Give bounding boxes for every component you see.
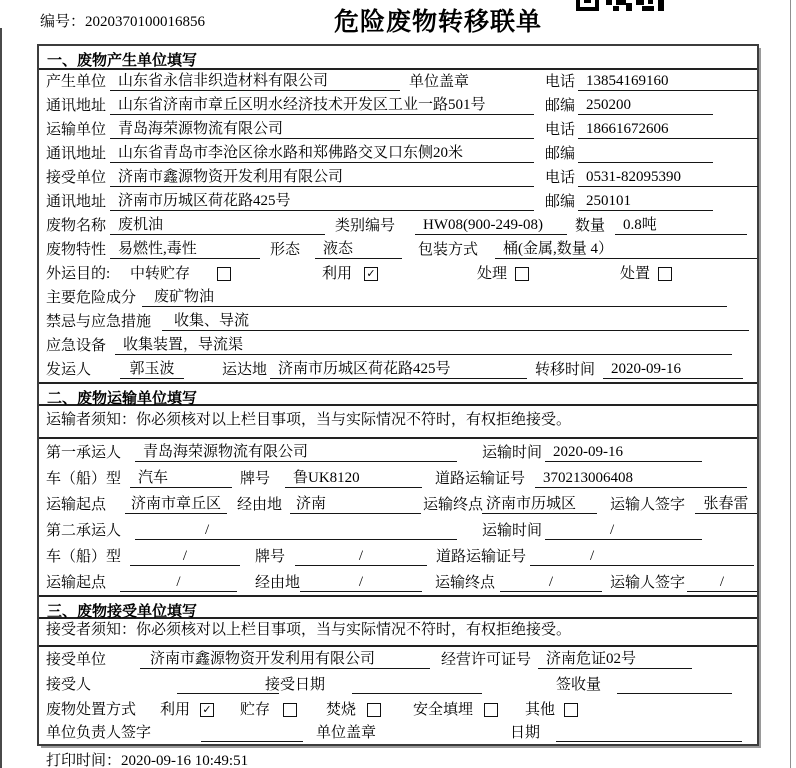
checkbox-storage-unchecked <box>217 267 231 281</box>
plate2-value: / <box>295 548 427 566</box>
produce-zip-value: 250200 <box>578 97 713 115</box>
sender-value: 郭玉波 <box>120 361 184 379</box>
receive-date-label: 接受日期 <box>265 677 326 693</box>
receiver-notice-text: 接受者须知：你必须核对以上栏目事项，当与实际情况不符时，有权拒绝接受。 <box>46 622 572 638</box>
carrier2-label: 第二承运人 <box>46 523 122 539</box>
equipment-value: 收集装置，导流渠 <box>115 337 732 355</box>
taboo-value: 收集、导流 <box>162 313 749 331</box>
disposal-option-store-label: 贮存 <box>240 702 271 718</box>
doc-number <box>40 10 205 31</box>
transporter-sign2-value: / <box>687 574 757 592</box>
disposal-option-reuse-label: 利用 <box>160 702 191 718</box>
phone-label: 电话 <box>545 74 576 90</box>
row-receive-address <box>39 190 757 214</box>
origin2-value: / <box>120 574 237 592</box>
manifest-table <box>37 44 759 746</box>
purpose-label: 外运目的: <box>46 266 111 282</box>
checkbox-dispose-unchecked <box>658 267 672 281</box>
checkbox-reuse-checked: ✓ <box>364 267 378 281</box>
sender-label: 发运人 <box>46 362 92 378</box>
receive-date-value <box>352 677 482 694</box>
plate-label: 牌号 <box>240 471 271 487</box>
produce-address-value: 山东省济南市章丘区明水经济技术开发区工业一路501号 <box>110 97 534 115</box>
character-value: 易燃性,毒性 <box>110 241 260 259</box>
row-sender <box>39 358 757 382</box>
packing-label: 包装方式 <box>418 242 479 258</box>
receive-unit-label: 接受单位 <box>46 170 107 186</box>
transporter-sign-label: 运输人签字 <box>610 497 686 513</box>
disposal-label: 废物处置方式 <box>46 702 137 718</box>
checkbox-disposal-store-unchecked <box>283 703 297 717</box>
page-title: 危险废物转移联单 <box>334 8 543 36</box>
destination-label: 运达地 <box>222 362 268 378</box>
receive-qty-label: 签收量 <box>556 677 602 693</box>
produce-unit-value: 山东省永信非织造材料有限公司 <box>110 73 400 91</box>
vehicle-label: 车（船）型 <box>46 471 122 487</box>
transport-time-label: 运输时间 <box>482 445 543 461</box>
equipment-label: 应急设备 <box>46 338 107 354</box>
transport-unit-value: 青岛海荣源物流有限公司 <box>110 121 534 139</box>
carrier2-value: / <box>135 522 457 540</box>
origin-label: 运输起点 <box>46 497 107 513</box>
row-head-signature <box>39 722 757 745</box>
row-carrier1 <box>39 439 757 465</box>
main-hazard-label: 主要危险成分 <box>46 290 137 306</box>
receive-qty-value <box>617 677 732 694</box>
address-label: 通讯地址 <box>46 146 107 162</box>
zip-label: 邮编 <box>545 194 576 210</box>
print-time <box>46 749 248 768</box>
transporter-notice-text: 运输者须知：你必须核对以上栏目事项，当与实际情况不符时，有权拒绝接受。 <box>46 412 572 428</box>
purpose-option-treat-label: 处理 <box>477 266 508 282</box>
transport-unit-label: 运输单位 <box>46 122 107 138</box>
row-waste-name <box>39 214 757 238</box>
row-transfer-purpose <box>39 262 757 286</box>
row-route2 <box>39 569 757 595</box>
via-label: 经由地 <box>237 497 283 513</box>
doc-number-value: 2020370100016856 <box>85 14 206 30</box>
row-receive-unit-s3 <box>39 647 757 672</box>
row-emergency-equipment <box>39 334 757 358</box>
disposal-option-burn-label: 焚烧 <box>326 702 357 718</box>
transport-time2-value: / <box>545 522 702 540</box>
end-label: 运输终点 <box>423 497 484 513</box>
receiver-notice <box>39 619 757 647</box>
receiver-label: 接受人 <box>46 677 92 693</box>
checkbox-disposal-burn-unchecked <box>367 703 381 717</box>
receive-zip-value: 250101 <box>578 193 713 211</box>
qty-value: 0.8吨 <box>615 217 747 235</box>
row-waste-character <box>39 238 757 262</box>
row-route1 <box>39 491 757 517</box>
row-carrier2 <box>39 517 757 543</box>
carrier1-label: 第一承运人 <box>46 445 122 461</box>
carrier1-value: 青岛海荣源物流有限公司 <box>135 444 457 462</box>
via-label: 经由地 <box>255 575 301 591</box>
page-edge-line-right <box>790 0 791 768</box>
row-receiver <box>39 672 757 697</box>
form-label: 形态 <box>270 242 301 258</box>
receive-unit-value: 济南市鑫源物资开发利用有限公司 <box>140 651 430 669</box>
row-vehicle2 <box>39 543 757 569</box>
zip-label: 邮编 <box>545 98 576 114</box>
plate1-value: 鲁UK8120 <box>285 470 422 488</box>
date-value <box>556 725 742 742</box>
row-transport-address <box>39 142 757 166</box>
permit-label: 经营许可证号 <box>441 652 532 668</box>
road-permit-label: 道路运输证号 <box>436 549 527 565</box>
transfer-time-label: 转移时间 <box>535 362 596 378</box>
unit-seal-label: 单位盖章 <box>316 725 377 741</box>
end2-value: / <box>500 574 602 592</box>
produce-unit-label: 产生单位 <box>46 74 107 90</box>
origin-label: 运输起点 <box>46 575 107 591</box>
main-hazard-value: 废矿物油 <box>142 289 727 307</box>
row-vehicle1 <box>39 465 757 491</box>
head-sign-value <box>201 725 303 742</box>
zip-label: 邮编 <box>545 146 576 162</box>
phone-label: 电话 <box>545 122 576 138</box>
road-permit-label: 道路运输证号 <box>435 471 526 487</box>
checkbox-disposal-other-unchecked <box>564 703 578 717</box>
vehicle2-value: / <box>130 548 240 566</box>
section3-header: 三、废物接受单位填写 <box>39 595 757 619</box>
category-value: HW08(900-249-08) <box>415 217 567 235</box>
checkbox-treat-unchecked <box>515 267 529 281</box>
destination-value: 济南市历城区荷花路425号 <box>270 361 527 379</box>
receive-unit-label: 接受单位 <box>46 652 107 668</box>
row-produce-unit <box>39 70 757 94</box>
vehicle-label: 车（船）型 <box>46 549 122 565</box>
qty-label: 数量 <box>575 218 606 234</box>
purpose-option-reuse-label: 利用 <box>322 266 353 282</box>
character-label: 废物特性 <box>46 242 107 258</box>
road-permit2-value: / <box>530 548 754 566</box>
via2-value: / <box>300 574 422 592</box>
row-main-hazard <box>39 286 757 310</box>
disposal-option-other-label: 其他 <box>525 702 556 718</box>
origin1-value: 济南市章丘区 <box>125 496 227 514</box>
unit-seal-label: 单位盖章 <box>409 74 470 90</box>
purpose-option-dispose-label: 处置 <box>620 266 651 282</box>
road-permit1-value: 370213006408 <box>535 470 747 488</box>
doc-number-label: 编号： <box>40 14 86 30</box>
transfer-time-value: 2020-09-16 <box>603 361 743 379</box>
waste-name-value: 废机油 <box>110 217 325 235</box>
receiver-value <box>177 677 279 694</box>
print-time-label: 打印时间： <box>46 753 122 768</box>
phone-label: 电话 <box>545 170 576 186</box>
waste-name-label: 废物名称 <box>46 218 107 234</box>
checkbox-disposal-landfill-unchecked <box>484 703 498 717</box>
transport-time1-value: 2020-09-16 <box>545 444 702 462</box>
section2-header: 二、废物运输单位填写 <box>39 382 757 406</box>
end-label: 运输终点 <box>435 575 496 591</box>
qr-code-fragment-icon <box>576 0 664 11</box>
purpose-option-storage-label: 中转贮存 <box>130 266 191 282</box>
address-label: 通讯地址 <box>46 98 107 114</box>
address-label: 通讯地址 <box>46 194 107 210</box>
transport-address-value: 山东省青岛市李沧区徐水路和郑佛路交叉口东侧20米 <box>110 145 534 163</box>
end1-value: 济南市历城区 <box>482 496 597 514</box>
head-sign-label: 单位负责人签字 <box>46 725 152 741</box>
form-value: 液态 <box>315 241 402 259</box>
checkbox-disposal-reuse-checked: ✓ <box>200 703 214 717</box>
category-label: 类别编号 <box>335 218 396 234</box>
row-transport-unit <box>39 118 757 142</box>
plate-label: 牌号 <box>255 549 286 565</box>
date-label: 日期 <box>510 725 541 741</box>
packing-value: 桶(金属,数量 4） <box>495 241 757 259</box>
page-edge-line-left <box>0 28 2 768</box>
transport-time-label: 运输时间 <box>482 523 543 539</box>
row-produce-address <box>39 94 757 118</box>
print-time-value: 2020-09-16 10:49:51 <box>121 753 249 768</box>
transport-phone-value: 18661672606 <box>578 121 758 139</box>
transporter-sign-label: 运输人签字 <box>610 575 686 591</box>
transport-zip-value <box>578 146 713 163</box>
receive-address-value: 济南市历城区荷花路425号 <box>110 193 534 211</box>
taboo-label: 禁忌与应急措施 <box>46 314 152 330</box>
row-receive-unit <box>39 166 757 190</box>
receive-unit-value: 济南市鑫源物资开发利用有限公司 <box>110 169 534 187</box>
produce-phone-value: 13854169160 <box>578 73 758 91</box>
section1-header: 一、废物产生单位填写 <box>39 46 757 70</box>
vehicle1-value: 汽车 <box>130 470 232 488</box>
via1-value: 济南 <box>290 496 421 514</box>
row-disposal-method <box>39 697 757 722</box>
transporter-sign1-value: 张春雷 <box>695 496 757 514</box>
transporter-notice <box>39 406 757 439</box>
row-taboo-measures <box>39 310 757 334</box>
receive-phone-value: 0531-82095390 <box>578 169 758 187</box>
disposal-option-landfill-label: 安全填埋 <box>413 702 474 718</box>
permit-value: 济南危证02号 <box>538 651 692 669</box>
